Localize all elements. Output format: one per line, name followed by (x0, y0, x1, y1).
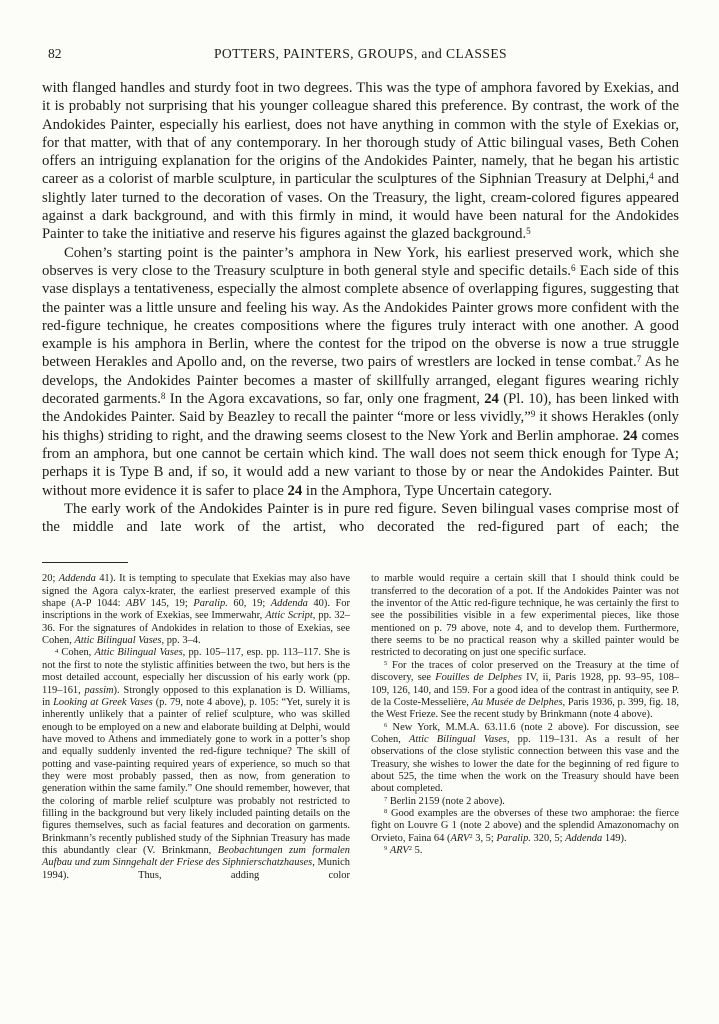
running-title: POTTERS, PAINTERS, GROUPS, and CLASSES (213, 46, 508, 61)
text-segment: 24 (622, 427, 638, 444)
text-segment: , pp. 119–131. As a result of her observations of the close stylistic connection between this vase and the Treasury, she wishes to lower the date for the beginning of red figure to about 525, the time when the work on the Treasury should have been about completed. (371, 733, 679, 795)
text-segment: 24 (484, 391, 499, 408)
text-segment: Attic Bilingual Vases (94, 647, 183, 659)
page-header (42, 46, 679, 64)
text-segment: The early work of the Andokides Painter is in pure red figure. Seven bilingual vases comprise most of the middle and late work of the artist, who decorated the red-figured part of each; the (42, 500, 679, 536)
text-segment: 60, 19; (227, 598, 271, 610)
text-segment: 20; (42, 573, 59, 585)
text-segment: In the Agora excavations, so far, only one fragment, (165, 391, 485, 408)
text-segment: 40). For inscriptions in the work of Exekias, see Immerwahr, (42, 598, 350, 622)
text-segment: , pp. 3–4. (161, 635, 201, 647)
text-segment: 320, 5; (530, 832, 566, 844)
body-paragraph-3 (42, 500, 679, 537)
text-segment: 24 (287, 482, 303, 499)
text-segment: Paralip. (496, 832, 531, 844)
footnote-ref: 4 (649, 171, 654, 182)
text-segment: 149). (602, 832, 627, 844)
footnote-column-left (42, 573, 350, 882)
footnote-4-continuation (371, 573, 679, 659)
footnote-6 (371, 722, 679, 796)
footnote-8 (371, 808, 679, 845)
text-segment: Addenda (58, 573, 96, 585)
text-segment: 5. (412, 844, 423, 856)
footnote-ref: 5 (384, 659, 388, 667)
footnote-ref: 2 (408, 845, 413, 853)
footnote-ref: 7 (384, 795, 388, 803)
footnote-5 (371, 660, 679, 722)
text-segment: Good examples are the obverses of these two amphorae: the fierce fight on Louvre G 1 (note 2 above) and the splendid Amazonomachy on Orvieto, Faina 64 ( (371, 807, 679, 844)
footnote-continuation-previous-page (42, 573, 350, 647)
text-segment: New York, M.M.A. 63.11.6 (note 2 above). For discussion, see Cohen, (371, 721, 679, 745)
text-segment: 41). It is tempting to speculate that Exekias may also have signed the Agora calyx-krater, the earliest preserved example of this shape (A-P 1044: (42, 573, 351, 610)
text-segment: comes from an amphora, but one cannot be certain which kind. The wall does not seem thick enough for Type A; perhaps it is Type B and, if so, it would add a new variant to those by or near the Andokides Painter. But without more evidence it is safer to place (42, 427, 679, 499)
footnote-7 (371, 796, 679, 808)
footnote-ref: 7 (636, 354, 642, 365)
text-segment: Paralip. (193, 598, 228, 610)
text-segment: , pp. 32–36. For the signatures of Andokides in relation to those of Exekias, see Cohen, (42, 610, 351, 647)
text-segment: (Pl. 10), has been linked with the Andokides Painter. Said by Beazley to recall the painter “more or less vividly,” (42, 391, 679, 426)
text-segment: ). Strongly opposed to this explanation is D. Williams, in (42, 684, 350, 708)
body-paragraph-1 (42, 79, 679, 244)
text-segment: with flanged handles and sturdy foot in two degrees. This was the type of amphora favored by Exekias, and it is probably not surprising that his younger colleague shared this preference. By contrast, the work of the Andokides Painter, especially his earliest, does not have anything in common with the style of Exekias or, for that matter, with that of any contemporary. In her thorough study of Attic bilingual vases, Beth Cohen offers an intriguing explanation for the origins of the Andokides Painter, namely, that he began his artistic career as a colorist of marble sculpture, in particular the sculptures of the Siphnian Treasury at Delphi, (42, 80, 679, 188)
text-segment: passim (84, 684, 114, 696)
text-segment: Berlin 2159 (note 2 above). (387, 795, 505, 807)
footnote-ref: 6 (384, 721, 388, 729)
footnote-ref: 6 (570, 262, 576, 273)
main-text-block (42, 79, 679, 536)
text-segment: ARV (450, 832, 470, 844)
text-segment: it shows Herakles (only his thighs) striding to right, and the drawing seems closest to the New York and Berlin amphorae. (42, 409, 679, 444)
page-number: 82 (48, 46, 62, 61)
text-segment: Looking at Greek Vases (53, 696, 153, 708)
text-segment: IV, ii, Paris 1928, pp. 93–95, 108–109, 126, 140, and 159. For a good idea of the contrast in antiquity, see P. de la Coste-Messelière, (371, 672, 680, 708)
text-segment: Au Musée de Delphes (471, 696, 563, 708)
text-segment: Each side of this vase displays a tentativeness, especially the almost complete absence of overlapping figures, suggesting that the painter was a little unsure and feeling his way. As the Andokides Painter grows more confident with the red-figure technique, he creates compositions where the figures truly interact with one another. A good example is his amphora in Berlin, where the contest for the tripod on the obverse is now a true struggle between Herakles and Apollo and, on the reverse, two pairs of wrestlers are locked in tense combat. (42, 262, 679, 371)
text-segment: Addenda (565, 832, 603, 844)
text-segment: Attic Script (265, 610, 313, 622)
footnote-ref: 8 (160, 390, 166, 401)
text-segment: ARV (389, 844, 409, 856)
footnote-separator-rule (42, 562, 128, 563)
text-segment: , Munich 1994). Thus, adding color (42, 857, 350, 881)
text-segment: and slightly later turned to the decoration of vases. On the Treasury, the light, cream-colored figures appeared against a dark background, and with this firmly in mind, it would have been natural for the Andokides Painter to take the initiative and reserve his figures against the glazed background. (42, 171, 679, 243)
text-segment: , pp. 105–117, esp. pp. 113–117. She is not the first to note the stylistic affinities between the two, but hers is the most detailed account, especially her discussion of his early work (pp. 119–161, (42, 647, 350, 696)
text-segment: Cohen’s starting point is the painter’s amphora in New York, his earliest preserved work, which she observes is very close to the Treasury sculpture in both general style and specific details. (42, 244, 679, 279)
footnotes-section (42, 573, 679, 882)
text-segment: For the traces of color preserved on the Treasury at the time of discovery, see (371, 659, 679, 684)
text-segment: (p. 79, note 4 above), p. 105: “Yet, surely it is inherently unlikely that a painter of relief sculpture, who was skilled enough to be employed on a new and elaborate building at Delphi, would have moved to Athens and immediately gone to work in a potter’s shop and equally suddenly invented the red-figure technique? The skill of potting and vase-painting required years of experience, so much so that they were most probably passed, then as now, from generation to generation within the same family.” One should remember, however, that the coloring of marble relief sculpture was probably not restricted to filling in the background but very likely included painting details on the figures themselves, such as facial features and decoration on garments. Brinkmann’s recently published study of the Siphnian Treasury has made this abundantly clear (V. Brinkmann, (42, 696, 350, 856)
footnote-9 (371, 845, 679, 857)
footnote-ref: 4 (55, 647, 59, 655)
footnote-4 (42, 647, 350, 882)
text-segment: to marble would require a certain skill that I should think could be transferred to the decoration of a pot. If the Andokides Painter was not the inventor of the Attic red-figure technique, he was certainly the first to see the possibilities visible in a few experimental pieces, like those mentioned on p. 79 above, note 4, and to develop them. Furthermore, there seems to be no practical reason why a skilled painter would be restricted to decorating on just one specific surface. (371, 573, 679, 659)
text-segment: As he develops, the Andokides Painter becomes a master of skillfully arranged, elegant figures wearing richly decorated garments. (42, 354, 680, 408)
footnote-column-right (371, 573, 679, 882)
text-segment: , Paris 1936, p. 399, fig. 18, the West Frieze. See the recent study by Brinkmann (note 4 above). (371, 696, 679, 721)
footnote-ref: 2 (469, 832, 473, 840)
text-segment: 3, 5; (472, 832, 497, 844)
text-segment: Beobachtungen zum formalen Aufbau und zum Sinngehalt der Friese des Siphnierschatzhauses (42, 844, 350, 869)
footnote-ref: 9 (384, 845, 388, 853)
text-segment: Attic Bilingual Vases (408, 733, 507, 745)
text-segment: Attic Bilingual Vases (74, 635, 162, 647)
text-segment: ABV (126, 598, 146, 610)
text-segment: Addenda (270, 598, 308, 610)
text-segment: in the Amphora, Type Uncertain category. (302, 482, 553, 499)
text-segment: Cohen, (58, 647, 95, 659)
text-segment: 145, 19; (145, 598, 194, 610)
footnote-ref: 8 (384, 808, 388, 816)
footnote-ref: 9 (530, 409, 536, 420)
text-segment: Fouilles de Delphes (435, 672, 522, 684)
footnote-ref: 5 (526, 226, 531, 237)
body-paragraph-2 (42, 244, 679, 500)
